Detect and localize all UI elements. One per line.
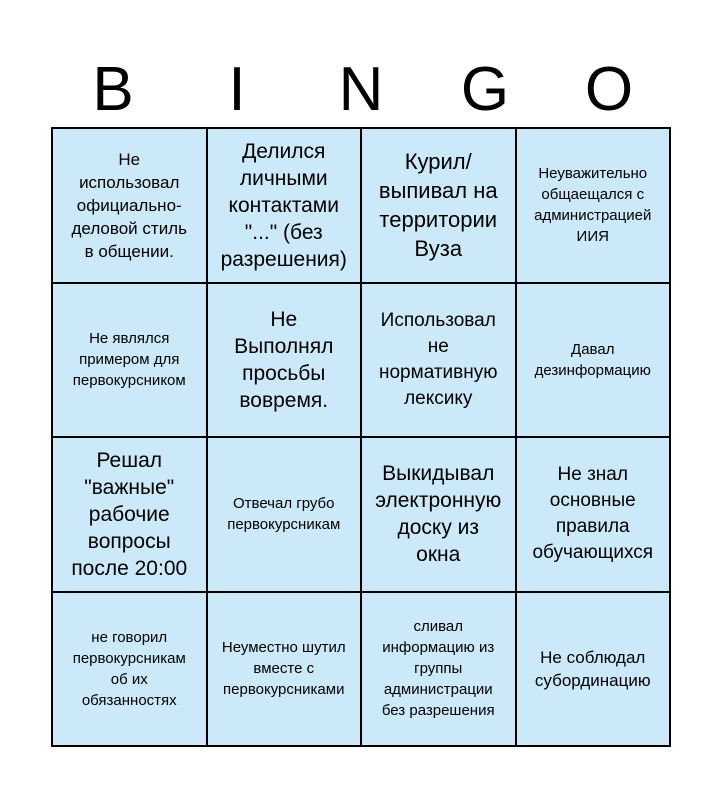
bingo-header xyxy=(51,52,671,128)
cell-text: Курил/ выпивал на территории Вуза xyxy=(378,149,498,262)
bingo-cell[interactable] xyxy=(53,438,208,593)
cell-text: Делился личными контактами "..." (без разрешения) xyxy=(220,139,347,271)
bingo-cell[interactable] xyxy=(517,438,672,593)
header-letter-o: O xyxy=(584,55,634,124)
bingo-board xyxy=(51,127,671,747)
bingo-cell[interactable] xyxy=(208,129,363,284)
cell-text: Неуважительно общаещался с администрацией ИИЯ xyxy=(534,165,652,246)
cell-text: Неуместно шутил вместе с первокурсниками xyxy=(221,639,346,699)
bingo-cell[interactable] xyxy=(53,129,208,284)
cell-text: Не являлся примером для первокурсником xyxy=(72,330,186,390)
cell-text: Отвечал грубо первокурсникам xyxy=(227,495,341,534)
bingo-cell[interactable] xyxy=(362,284,517,439)
bingo-cell[interactable] xyxy=(517,284,672,439)
bingo-cell[interactable] xyxy=(362,438,517,593)
cell-text: Выкидывал электронную доску из окна xyxy=(375,462,502,567)
cell-text: Давал дезинформацию xyxy=(534,340,651,379)
header-letter-i: I xyxy=(228,55,246,124)
bingo-cell[interactable] xyxy=(362,129,517,284)
bingo-cell[interactable] xyxy=(53,284,208,439)
cell-text: Использовал не нормативную лексику xyxy=(379,309,498,409)
bingo-cell[interactable] xyxy=(517,129,672,284)
bingo-cell[interactable] xyxy=(208,284,363,439)
cell-text: Решал "важные" рабочие вопросы после 20:00 xyxy=(71,448,188,580)
bingo-cell[interactable] xyxy=(53,593,208,748)
bingo-cell[interactable] xyxy=(208,438,363,593)
cell-text: сливал информацию из группы администрации без разрешения xyxy=(381,618,495,720)
bingo-cell[interactable] xyxy=(208,593,363,748)
cell-text: Не знал основные правила обучающихся xyxy=(532,464,654,564)
header-letter-b: B xyxy=(92,55,134,124)
cell-text: не говорил первокурсникам об их обязанностях xyxy=(72,628,186,709)
header-letter-n: N xyxy=(338,55,384,124)
header-letter-g: G xyxy=(460,55,510,124)
cell-text: Не Выполнял просьбы вовремя. xyxy=(234,307,334,412)
bingo-cell[interactable] xyxy=(362,593,517,748)
bingo-cell[interactable] xyxy=(517,593,672,748)
cell-text: Не использовал официально- деловой стиль в общении. xyxy=(71,149,187,261)
cell-text: Не соблюдал субординацию xyxy=(534,647,651,690)
